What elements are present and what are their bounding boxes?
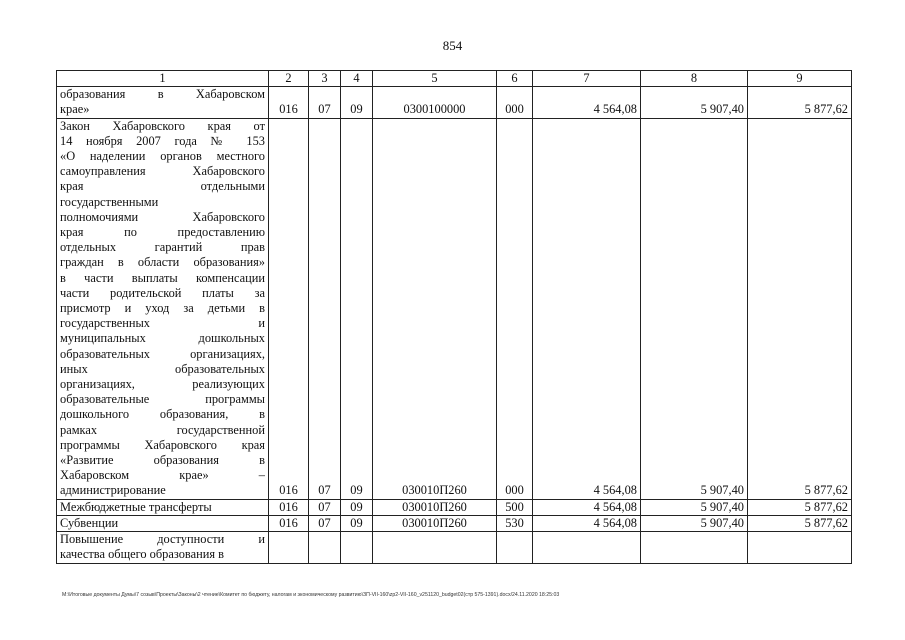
row-name-line: государственных и [60,316,265,331]
target-article-cell: 0300100000 [373,87,497,118]
section-code-cell: 07 [309,515,341,531]
subsection-code-cell: 09 [341,499,373,515]
row-name-line: части родительской платы за [60,285,265,300]
row-name-line: образовательные программы [60,392,265,407]
subsection-code-cell: 09 [341,87,373,118]
target-article-cell: 030010П260 [373,118,497,499]
chapter-code-cell [269,532,309,563]
row-name-line: Субвенции [60,515,119,530]
amount-2020-cell: 4 564,08 [533,499,641,515]
header-cell: 7 [533,71,641,87]
row-name-line: самоуправления Хабаровского [60,164,265,179]
table-row [57,532,852,563]
amount-2020-cell: 4 564,08 [533,87,641,118]
amount-2021-cell: 5 907,40 [641,515,748,531]
amount-2021-cell: 5 907,40 [641,87,748,118]
row-name-line: края по предоставлению [60,225,265,240]
header-row [57,71,852,87]
table-row [57,118,852,499]
target-article-cell [373,532,497,563]
row-name-line: в части выплаты компенсации [60,270,265,285]
row-name-cell [57,118,269,499]
row-name-line: образовательных организациях, [60,346,265,361]
subsection-code-cell: 09 [341,118,373,499]
header-cell: 3 [309,71,341,87]
amount-2020-cell: 4 564,08 [533,118,641,499]
section-code-cell: 07 [309,87,341,118]
row-name-line: 14 ноября 2007 года № 153 [60,133,265,148]
budget-table [56,70,852,564]
amount-2022-cell [748,532,852,563]
row-name-cell [57,499,269,515]
document-path-footer: M:\Итоговые документы Думы\7 созыв\Проекты\Законы\2 чтение\Комитет по бюджету, налогам и экономическому развитию\ЗП-VII-160\zp2-VII-160_v251120_budget02(стр 575-1391).docx/24.11.2020 18:25:03 [62,592,560,598]
header-cell: 6 [497,71,533,87]
row-name-line: края отдельными [60,179,265,194]
row-name-line: Закон Хабаровского края от [60,118,265,133]
section-code-cell [309,532,341,563]
row-name-line: Межбюджетные трансферты [60,499,212,514]
expense-type-cell: 000 [497,87,533,118]
target-article-cell: 030010П260 [373,499,497,515]
row-name-line: полномочиями Хабаровского [60,209,265,224]
row-name-line: отдельных гарантий прав [60,240,265,255]
row-name-line: программы Хабаровского края [60,437,265,452]
row-name-line: крае» [60,102,90,117]
row-name-line: граждан в области образования» [60,255,265,270]
header-cell: 8 [641,71,748,87]
row-name-line: Повышение доступности и [60,532,265,547]
amount-2020-cell: 4 564,08 [533,515,641,531]
row-name-line: иных образовательных [60,361,265,376]
section-code-cell: 07 [309,118,341,499]
amount-2022-cell: 5 877,62 [748,87,852,118]
chapter-code-cell: 016 [269,118,309,499]
row-name-line: рамках государственной [60,422,265,437]
row-name-line: организациях, реализующих [60,377,265,392]
row-name-line: Хабаровском крае» – [60,468,265,483]
amount-2022-cell: 5 877,62 [748,499,852,515]
row-name-line: дошкольного образования, в [60,407,265,422]
row-name-line: присмотр и уход за детьми в [60,301,265,316]
row-name-line: муниципальных дошкольных [60,331,265,346]
table-row [57,515,852,531]
table-row [57,87,852,118]
row-name-line: качества общего образования в [60,547,224,562]
expense-type-cell [497,532,533,563]
chapter-code-cell: 016 [269,499,309,515]
table-row [57,499,852,515]
chapter-code-cell: 016 [269,87,309,118]
expense-type-cell: 530 [497,515,533,531]
amount-2020-cell [533,532,641,563]
amount-2022-cell: 5 877,62 [748,118,852,499]
amount-2021-cell [641,532,748,563]
row-name-line: «О наделении органов местного [60,149,265,164]
expense-type-cell: 500 [497,499,533,515]
header-cell: 5 [373,71,497,87]
row-name-cell [57,515,269,531]
amount-2021-cell: 5 907,40 [641,499,748,515]
target-article-cell: 030010П260 [373,515,497,531]
page-number: 854 [442,38,463,53]
amount-2022-cell: 5 877,62 [748,515,852,531]
amount-2021-cell: 5 907,40 [641,118,748,499]
row-name-line: образования в Хабаровском [60,87,265,102]
row-name-line: администрирование [60,483,166,498]
chapter-code-cell: 016 [269,515,309,531]
row-name-cell [57,532,269,563]
row-name-cell [57,87,269,118]
header-cell: 2 [269,71,309,87]
header-cell: 9 [748,71,852,87]
section-code-cell: 07 [309,499,341,515]
header-cell: 1 [57,71,269,87]
subsection-code-cell [341,532,373,563]
header-cell: 4 [341,71,373,87]
row-name-line: «Развитие образования в [60,453,265,468]
expense-type-cell: 000 [497,118,533,499]
row-name-line: государственными [60,194,159,209]
subsection-code-cell: 09 [341,515,373,531]
